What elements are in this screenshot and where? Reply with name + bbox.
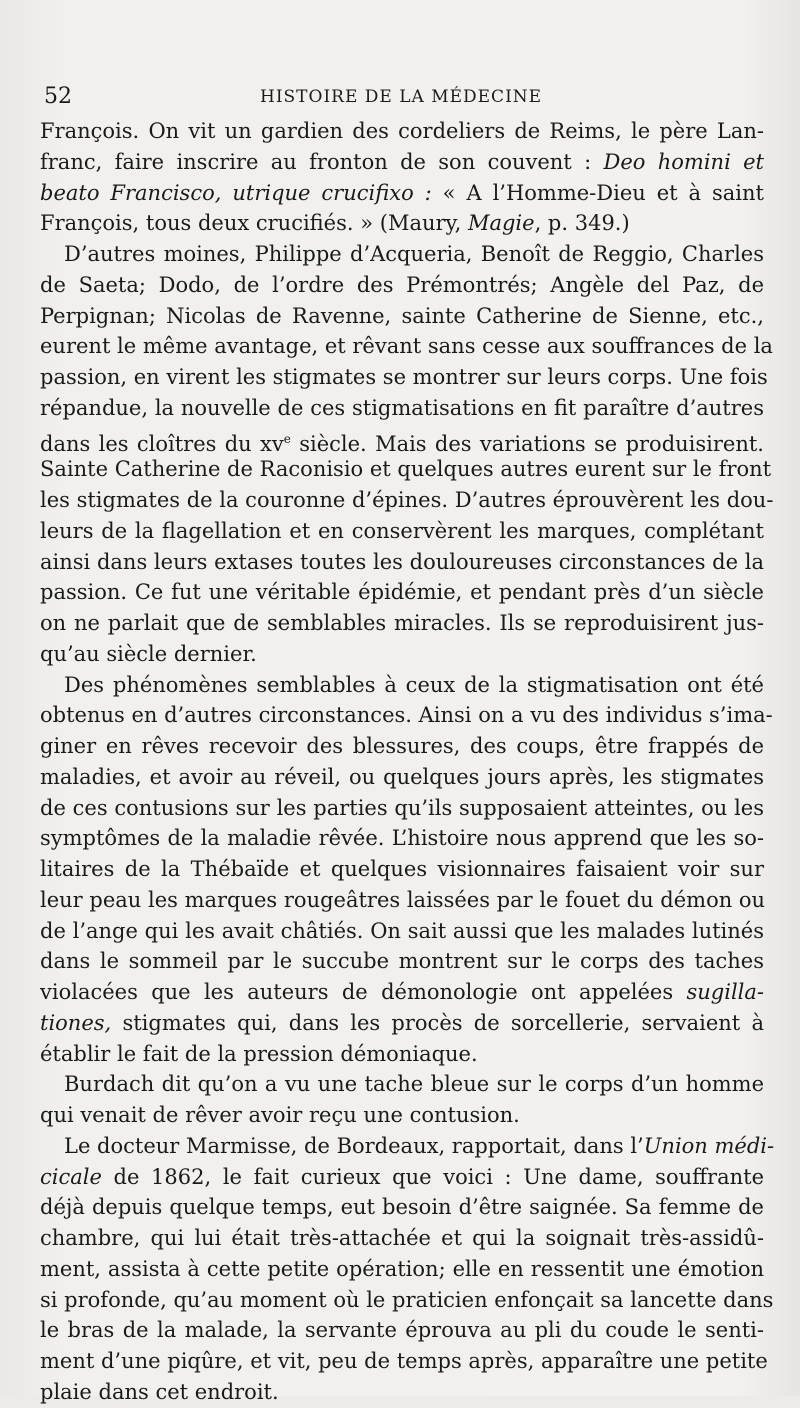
text-line	[40, 608, 764, 639]
text-segment: obtenus en d’autres circonstances. Ainsi on a vu des individus s’ima-	[40, 703, 773, 728]
text-line	[40, 547, 764, 578]
text-line	[40, 454, 772, 485]
text-segment: le bras de la malade, la servante éprouva au pli du coude le senti-	[40, 1318, 764, 1343]
text-segment: les stigmates de la couronne d’épines. D’autres éprouvèrent les dou-	[40, 488, 774, 512]
text-segment: François. On vit un gardien des cordeliers de Reims, le père Lan-	[40, 119, 764, 143]
italic-text: Magie	[467, 211, 535, 236]
text-line	[40, 208, 764, 239]
text-segment: déjà depuis quelque temps, eut besoin d’être saignée. Sa femme de	[40, 1195, 764, 1220]
text-segment: Burdach dit qu’on a vu une tache bleue sur le corps d’un homme	[64, 1072, 764, 1097]
text-segment: chambre, qui lui était très-attachée et qui la soignait très-assidû-	[40, 1226, 764, 1250]
text-segment: Perpignan; Nicolas de Ravenne, sainte Catherine de Sienne, etc.,	[40, 303, 764, 328]
text-segment: plaie dans cet endroit.	[40, 1379, 279, 1404]
text-segment: passion. Ce fut une véritable épidémie, et pendant près d’un siècle	[40, 580, 764, 605]
text-line	[40, 854, 764, 885]
text-segment: qui venait de rêver avoir reçu une contusion.	[40, 1103, 520, 1127]
superscript: e	[283, 431, 291, 446]
text-segment: leurs de la flagellation et en conservèrent les marques, complétant	[40, 518, 764, 543]
text-segment: établir le fait de la pression démoniaque.	[40, 1041, 478, 1066]
text-line	[40, 424, 764, 455]
running-title: HISTOIRE DE LA MÉDECINE	[260, 87, 543, 107]
text-segment: giner en rêves recevoir des blessures, des coups, être frappés de	[40, 734, 764, 758]
text-segment: si profonde, qu’au moment où le praticien enfonçait sa lancette dans	[40, 1287, 774, 1312]
text-line	[40, 1254, 764, 1285]
italic-text: sugilla-	[686, 980, 764, 1004]
text-line	[40, 731, 764, 762]
text-segment: Le docteur Marmisse, de Bordeaux, rapportait, dans l’	[64, 1133, 644, 1158]
text-line	[40, 362, 768, 393]
text-line	[40, 1131, 775, 1162]
text-segment: de ces contusions sur les parties qu’ils supposaient atteintes, ou les	[40, 795, 764, 820]
text-line	[40, 178, 764, 209]
text-line	[40, 885, 764, 916]
text-line	[40, 670, 764, 701]
text-line	[40, 1008, 764, 1039]
text-segment: stigmates qui, dans les procès de sorcellerie, servaient à	[111, 1010, 764, 1035]
text-segment: François, tous deux crucifiés. » (Maury,	[40, 211, 468, 236]
text-segment: ment, assista à cette petite opération; elle en ressentit une émotion	[40, 1256, 764, 1281]
text-segment: de Saeta; Dodo, de l’ordre des Prémontrés; Angèle del Paz, de	[40, 272, 764, 297]
text-line	[40, 916, 764, 947]
text-line	[40, 946, 764, 977]
text-segment: dans les cloîtres du xv	[40, 431, 284, 456]
page-number: 52	[44, 84, 72, 109]
text-segment: ainsi dans leurs extases toutes les douloureuses circonstances de la	[40, 549, 764, 574]
text-segment: eurent le même avantage, et rêvant sans cesse aux souffrances de la	[40, 334, 773, 359]
text-segment: siècle. Mais des variations se produisirent.	[290, 431, 764, 456]
text-line	[40, 1039, 764, 1070]
text-segment: Sainte Catherine de Raconisio et quelques autres eurent sur le front	[40, 457, 772, 482]
text-segment: violacées que les auteurs de démonologie ont appelées	[40, 980, 687, 1004]
text-line	[40, 577, 764, 608]
italic-text: cicale	[40, 1164, 102, 1189]
text-segment: de 1862, le fait curieux que voici : Une dame, souffrante	[101, 1164, 764, 1189]
text-line	[40, 239, 764, 270]
text-line	[40, 1223, 764, 1254]
text-line	[40, 1315, 764, 1346]
italic-text: Deo homini et	[603, 149, 764, 174]
text-line	[40, 301, 764, 332]
text-segment: de l’ange qui les avait châtiés. On sait aussi que les malades lutinés	[40, 918, 764, 943]
text-line	[40, 1377, 764, 1408]
text-line	[40, 331, 773, 362]
text-line	[40, 1100, 764, 1131]
text-segment: répandue, la nouvelle de ces stigmatisations en fit paraître d’autres	[40, 395, 764, 420]
text-line	[40, 516, 764, 547]
body-text	[40, 116, 775, 1408]
text-line	[40, 1285, 774, 1316]
text-segment: , p. 349.)	[534, 211, 630, 236]
text-line	[40, 700, 773, 731]
text-line	[40, 393, 764, 424]
text-line	[40, 1069, 764, 1100]
page-header	[40, 84, 560, 114]
text-segment: litaires de la Thébaïde et quelques visionnaires faisaient voir sur	[40, 857, 764, 881]
text-line	[40, 823, 764, 854]
text-segment: maladies, et avoir au réveil, ou quelques jours après, les stigmates	[40, 764, 764, 789]
text-segment: symptômes de la maladie rêvée. L’histoire nous apprend que les so-	[40, 826, 764, 851]
text-line	[40, 116, 764, 147]
text-line	[40, 1162, 764, 1193]
text-line	[40, 639, 764, 670]
text-segment: leur peau les marques rougeâtres laissées par le fouet du démon ou	[40, 887, 766, 912]
text-segment: qu’au siècle dernier.	[40, 641, 257, 666]
text-line	[40, 147, 764, 178]
text-segment: dans le sommeil par le succube montrent sur le corps des taches	[40, 949, 764, 974]
italic-text: Union médi-	[643, 1133, 775, 1158]
text-line	[40, 977, 764, 1008]
text-line	[40, 762, 764, 793]
text-line	[40, 1192, 764, 1223]
italic-text: tiones,	[40, 1010, 112, 1035]
text-line	[40, 793, 764, 824]
italic-text: beato Francisco, utrique crucifixo :	[40, 180, 432, 205]
text-segment: ment d’une piqûre, et vit, peu de temps après, apparaître une petite	[40, 1349, 768, 1373]
text-segment: passion, en virent les stigmates se montrer sur leurs corps. Une fois	[40, 365, 768, 389]
text-segment: « A l’Homme-Dieu et à saint	[431, 180, 764, 205]
text-line	[40, 485, 774, 516]
text-segment: franc, faire inscrire au fronton de son couvent :	[40, 149, 604, 174]
text-line	[40, 1346, 768, 1377]
text-line	[40, 270, 764, 301]
text-segment: D’autres moines, Philippe d’Acqueria, Benoît de Reggio, Charles	[64, 242, 764, 266]
text-segment: on ne parlait que de semblables miracles. Ils se reproduisirent jus-	[40, 611, 764, 635]
text-segment: Des phénomènes semblables à ceux de la stigmatisation ont été	[64, 672, 764, 697]
